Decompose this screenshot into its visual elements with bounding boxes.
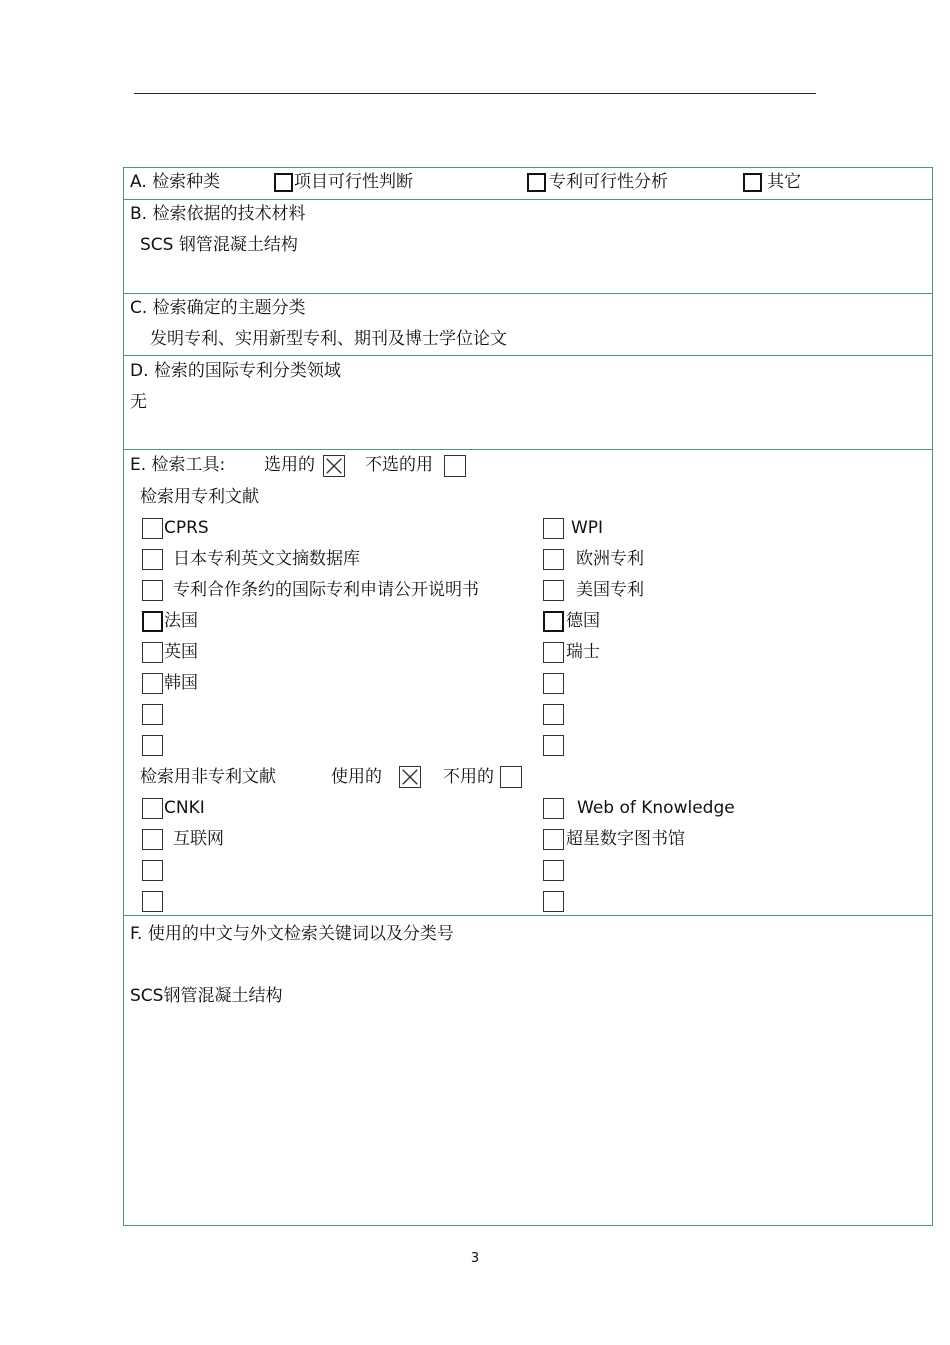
unused-legend-label: 不用的 [443, 767, 494, 787]
patent-checkbox[interactable] [543, 518, 564, 539]
patent-label: 美国专利 [576, 580, 644, 600]
patent-label: 德国 [566, 611, 600, 631]
patent-checkbox[interactable] [543, 673, 564, 694]
patent-checkbox[interactable] [142, 611, 163, 632]
patent-checkbox[interactable] [543, 549, 564, 570]
patent-label: 欧洲专利 [576, 549, 644, 569]
patent-label: 英国 [164, 642, 198, 662]
section-d-label: D. 检索的国际专利分类领域 [130, 361, 341, 381]
patent-checkbox[interactable] [543, 580, 564, 601]
patent-label: 韩国 [164, 673, 198, 693]
section-b-content: SCS 钢管混凝土结构 [140, 235, 298, 255]
selected-legend-checkbox [323, 455, 345, 477]
row-divider [124, 293, 932, 294]
patent-label: 专利合作条约的国际专利申请公开说明书 [173, 580, 479, 600]
not-selected-legend-label: 不选的用 [365, 455, 433, 475]
option-feasibility-checkbox[interactable] [274, 173, 293, 192]
section-c-label: C. 检索确定的主题分类 [130, 298, 306, 318]
unused-legend-checkbox [500, 766, 522, 788]
patent-label: WPI [571, 518, 604, 538]
section-a-label: A. 检索种类 [130, 172, 221, 192]
patent-checkbox[interactable] [142, 518, 163, 539]
option-other-label: 其它 [767, 172, 801, 192]
section-b-label: B. 检索依据的技术材料 [130, 204, 306, 224]
nonpatent-checkbox[interactable] [142, 891, 163, 912]
nonpatent-label: 互联网 [173, 829, 224, 849]
option-patent-analysis-checkbox[interactable] [527, 173, 546, 192]
nonpatent-label: 超星数字图书馆 [566, 829, 685, 849]
section-c-content: 发明专利、实用新型专利、期刊及博士学位论文 [150, 329, 507, 349]
patent-checkbox[interactable] [543, 704, 564, 725]
patent-label: 瑞士 [566, 642, 600, 662]
patent-checkbox[interactable] [543, 642, 564, 663]
nonpatent-checkbox[interactable] [142, 860, 163, 881]
patent-checkbox[interactable] [142, 549, 163, 570]
not-selected-legend-checkbox [444, 455, 466, 477]
nonpatent-label: CNKI [164, 798, 205, 818]
option-other-checkbox[interactable] [743, 173, 762, 192]
header-rule [134, 93, 816, 94]
used-legend-checkbox [399, 766, 421, 788]
nonpatent-heading: 检索用非专利文献 [140, 767, 276, 787]
nonpatent-checkbox[interactable] [142, 829, 163, 850]
row-divider [124, 915, 932, 916]
option-feasibility-label: 项目可行性判断 [294, 172, 413, 192]
patent-heading: 检索用专利文献 [140, 487, 259, 507]
patent-checkbox[interactable] [142, 673, 163, 694]
row-divider [124, 355, 932, 356]
row-divider [124, 449, 932, 450]
patent-label: 法国 [164, 611, 198, 631]
nonpatent-checkbox[interactable] [543, 829, 564, 850]
selected-legend-label: 选用的 [264, 455, 315, 475]
patent-checkbox[interactable] [142, 580, 163, 601]
patent-checkbox[interactable] [142, 642, 163, 663]
section-f-content: SCS钢管混凝土结构 [130, 986, 283, 1006]
patent-checkbox[interactable] [142, 704, 163, 725]
patent-label: CPRS [164, 518, 209, 538]
search-form-table [123, 167, 933, 1226]
patent-checkbox[interactable] [543, 735, 564, 756]
option-patent-analysis-label: 专利可行性分析 [549, 172, 668, 192]
section-d-content: 无 [130, 392, 147, 412]
patent-checkbox[interactable] [543, 611, 564, 632]
nonpatent-checkbox[interactable] [543, 860, 564, 881]
nonpatent-checkbox[interactable] [543, 798, 564, 819]
patent-label: 日本专利英文文摘数据库 [173, 549, 360, 569]
nonpatent-checkbox[interactable] [142, 798, 163, 819]
nonpatent-checkbox[interactable] [543, 891, 564, 912]
section-e-label: E. 检索工具: [130, 455, 226, 475]
used-legend-label: 使用的 [331, 767, 382, 787]
patent-checkbox[interactable] [142, 735, 163, 756]
page-number: 3 [470, 1251, 480, 1266]
nonpatent-label: Web of Knowledge [577, 798, 735, 818]
section-f-label: F. 使用的中文与外文检索关键词以及分类号 [130, 924, 454, 944]
row-divider [124, 199, 932, 200]
